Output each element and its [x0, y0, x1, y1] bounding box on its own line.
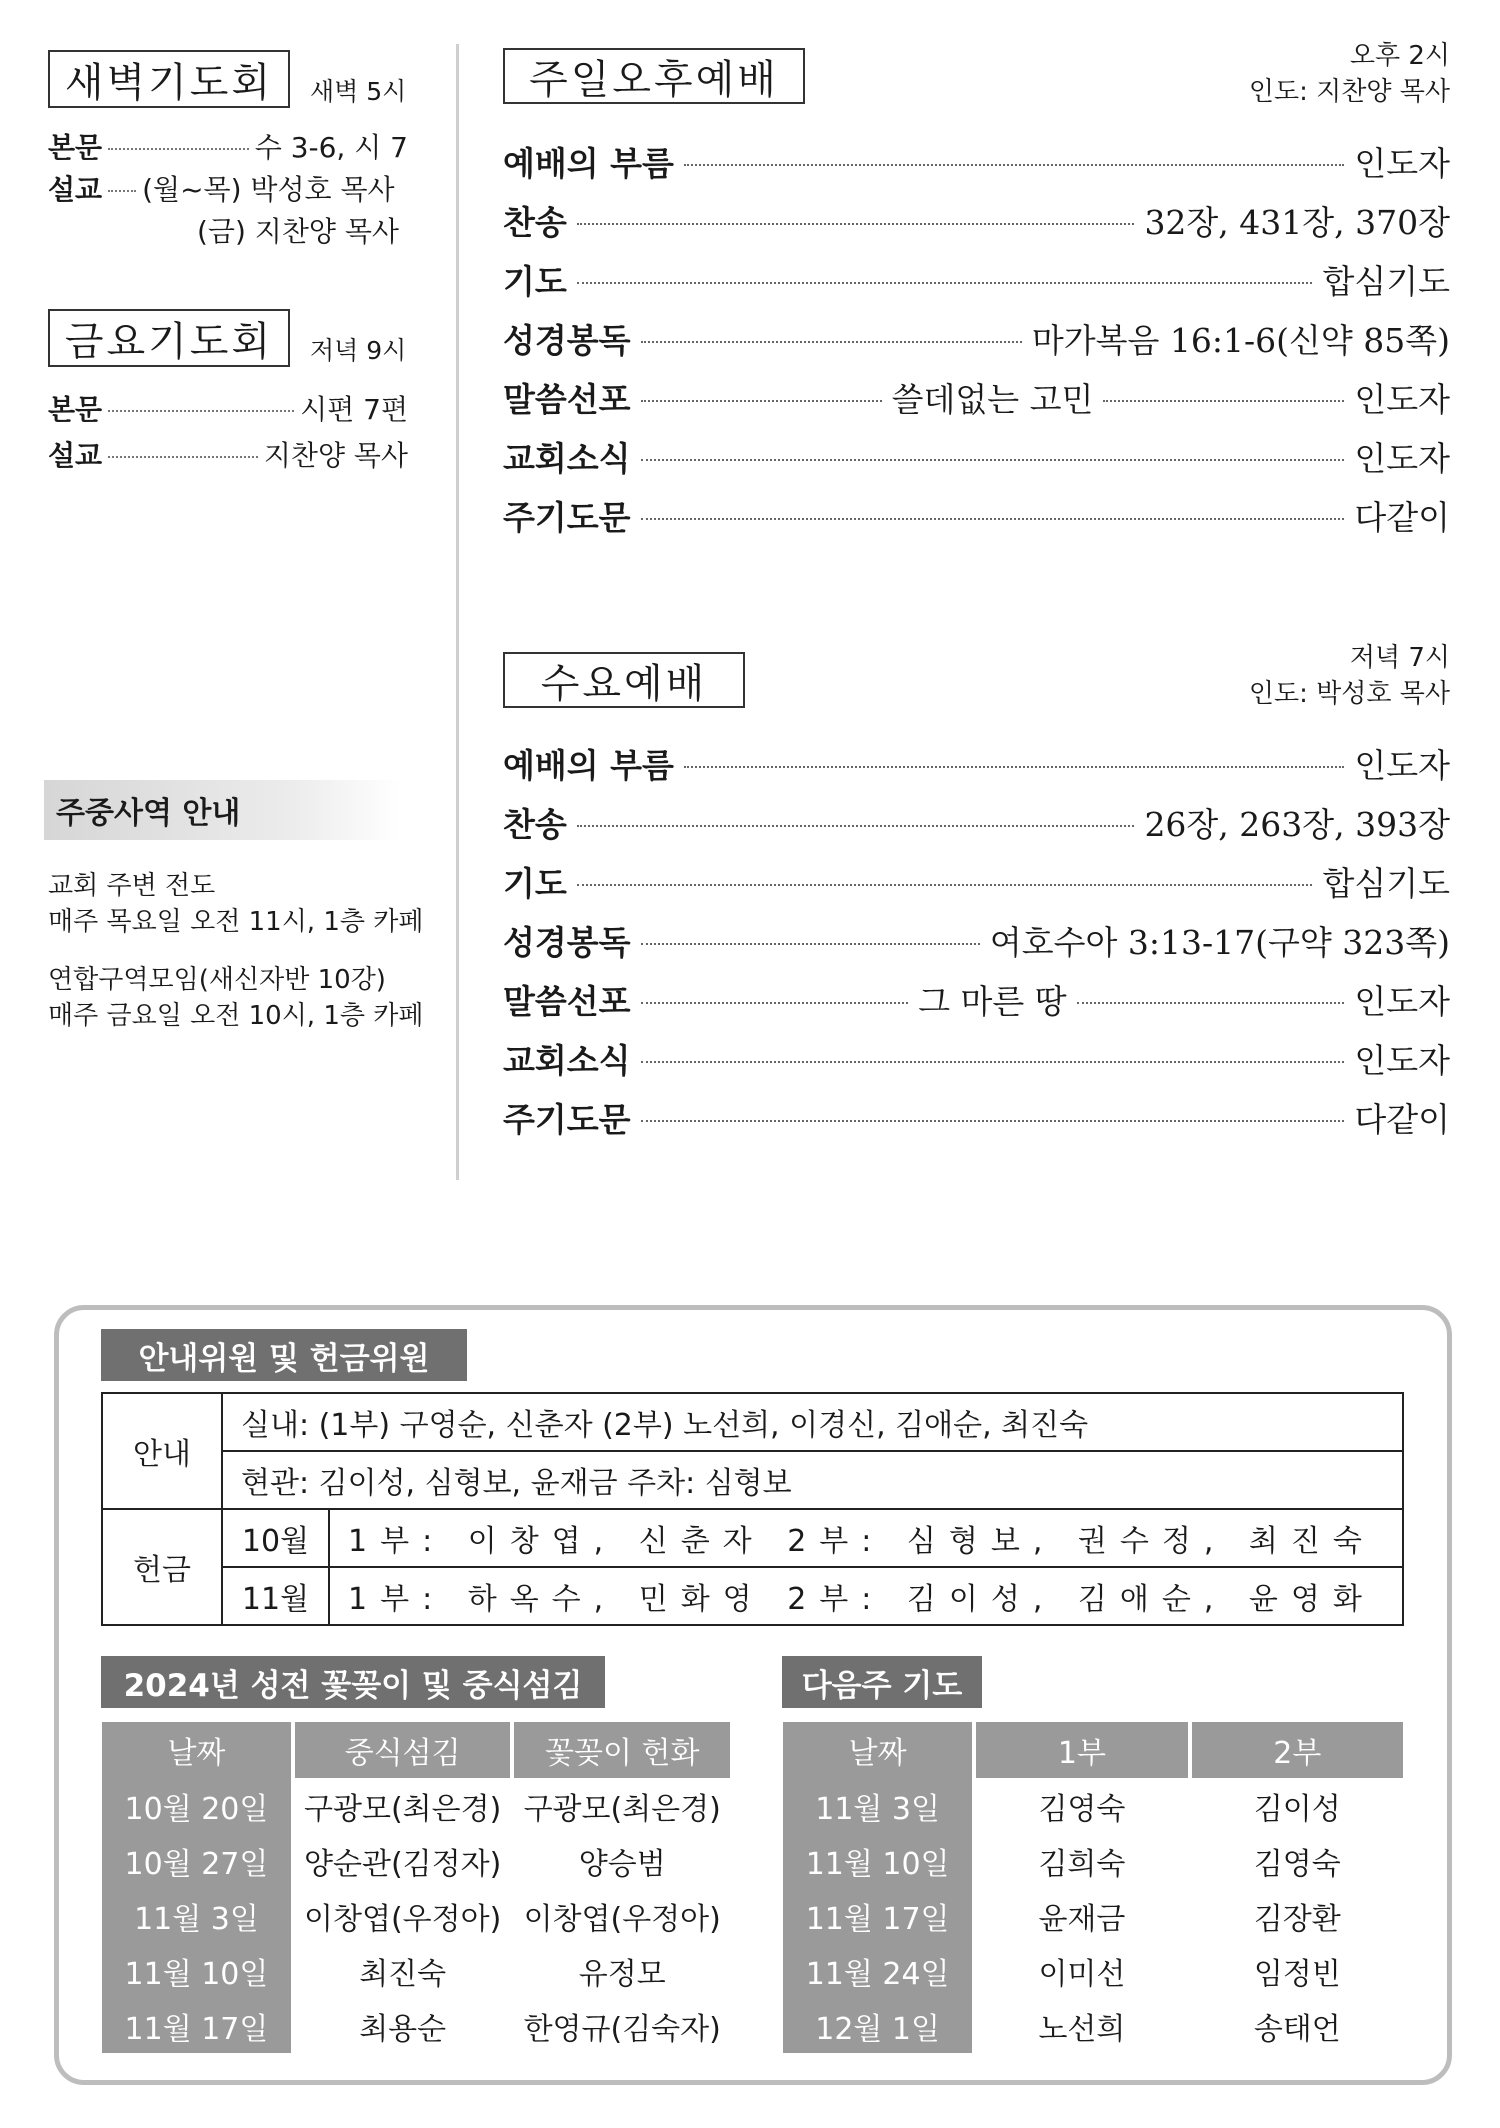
leader-dots — [1077, 1002, 1345, 1004]
table-row — [102, 1833, 730, 1888]
offering-names: 1부: 하옥수, 민화영 2부: 김이성, 김애순, 윤영화 — [329, 1567, 1403, 1625]
order-label: 말씀선포 — [503, 380, 631, 419]
column-header: 날짜 — [783, 1722, 972, 1778]
dawn-prayer-title: 새벽기도회 — [48, 50, 290, 108]
dawn-text-label: 본문 — [48, 131, 103, 164]
leader-dots — [641, 400, 882, 402]
offering-month: 10월 — [222, 1509, 329, 1567]
friday-text-value: 시편 7편 — [300, 393, 408, 426]
leader-dots — [108, 456, 258, 458]
friday-prayer-title: 금요기도회 — [48, 309, 290, 367]
flowers-heading: 2024년 성전 꽃꽂이 및 중식섬김 — [101, 1656, 605, 1708]
prayer-table — [779, 1722, 1407, 2053]
date-cell: 11월 17일 — [102, 1998, 291, 2053]
ministry-heading: 주중사역 안내 — [44, 780, 400, 840]
name-cell: 이미선 — [1038, 1956, 1126, 1992]
column-header: 1부 — [976, 1722, 1187, 1778]
table-row — [102, 1509, 1403, 1567]
order-label: 기도 — [503, 864, 567, 903]
name-cell: 구광모(최은경) — [523, 1791, 721, 1827]
prayer-heading: 다음주 기도 — [782, 1656, 982, 1708]
dawn-text-row — [48, 126, 408, 166]
order-row — [503, 138, 1450, 188]
friday-text-row — [48, 388, 408, 428]
order-row — [503, 1094, 1450, 1144]
order-label: 주기도문 — [503, 498, 631, 537]
name-cell: 임정빈 — [1253, 1956, 1341, 1992]
name-cell: 양승범 — [578, 1846, 666, 1882]
wednesday-service-title: 수요예배 — [503, 652, 745, 708]
friday-prayer-time: 저녁 9시 — [310, 336, 407, 365]
table-row — [102, 1998, 730, 2053]
order-value: 다같이 — [1354, 1100, 1450, 1139]
leader-dots — [577, 825, 1135, 827]
table-row — [783, 1998, 1403, 2053]
order-row — [503, 256, 1450, 306]
order-value: 다같이 — [1354, 498, 1450, 537]
wednesday-service-leader: 인도: 박성호 목사 — [1248, 679, 1450, 709]
date-cell: 11월 3일 — [102, 1888, 291, 1943]
friday-text-label: 본문 — [48, 393, 103, 426]
order-row — [503, 799, 1450, 849]
leader-dots — [641, 459, 1345, 461]
leader-dots — [108, 148, 249, 150]
leader-dots — [684, 766, 1344, 768]
leader-dots — [108, 190, 136, 192]
order-row — [503, 433, 1450, 483]
order-value: 인도자 — [1354, 439, 1450, 478]
leader-dots — [641, 943, 980, 945]
date-cell: 10월 20일 — [102, 1778, 291, 1833]
table-row — [102, 1451, 1403, 1509]
date-cell: 11월 10일 — [102, 1943, 291, 1998]
name-cell: 이창엽(우정아) — [523, 1901, 721, 1937]
order-label: 성경봉독 — [503, 321, 631, 360]
dawn-sermon-value: (월~목) 박성호 목사 — [142, 173, 395, 206]
column-header: 꽃꽂이 헌화 — [514, 1722, 730, 1778]
ministry-item-1-detail: 매주 목요일 오전 11시, 1층 카페 — [48, 907, 424, 937]
table-header-row — [783, 1722, 1403, 1778]
name-cell: 양순관(김정자) — [304, 1846, 502, 1882]
order-row — [503, 197, 1450, 247]
order-label: 교회소식 — [503, 439, 631, 478]
order-row — [503, 1035, 1450, 1085]
ministry-item-1-title: 교회 주변 전도 — [48, 871, 216, 901]
wednesday-service-meta — [1249, 640, 1450, 712]
column-header: 날짜 — [102, 1722, 291, 1778]
order-row — [503, 374, 1450, 424]
order-value: 인도자 — [1354, 746, 1450, 785]
name-cell: 최용순 — [359, 2011, 447, 2047]
order-label: 말씀선포 — [503, 982, 631, 1021]
name-cell: 구광모(최은경) — [304, 1791, 502, 1827]
leader-dots — [577, 223, 1135, 225]
order-value: 마가복음 16:1-6(신약 85쪽) — [1031, 321, 1450, 360]
sermon-title: 쓸데없는 고민 — [891, 380, 1094, 419]
date-cell: 11월 3일 — [783, 1778, 972, 1833]
leader-dots — [641, 1061, 1345, 1063]
sunday-service-leader: 인도: 지찬양 목사 — [1248, 77, 1450, 107]
leader-dots — [577, 282, 1313, 284]
friday-sermon-label: 설교 — [48, 439, 103, 472]
order-label: 성경봉독 — [503, 923, 631, 962]
name-cell: 김이성 — [1253, 1791, 1341, 1827]
ushers-heading: 안내위원 및 헌금위원 — [101, 1329, 467, 1381]
friday-sermon-row — [48, 434, 408, 474]
ministry-item-2 — [48, 962, 424, 1034]
name-cell: 이창엽(우정아) — [304, 1901, 502, 1937]
table-row — [102, 1888, 730, 1943]
column-header: 2부 — [1192, 1722, 1403, 1778]
leader-dots — [1103, 400, 1344, 402]
order-value: 합심기도 — [1322, 864, 1450, 903]
order-label: 찬송 — [503, 805, 567, 844]
offering-label: 헌금 — [102, 1509, 222, 1625]
order-value: 32장, 431장, 370장 — [1144, 203, 1450, 242]
ministry-item-1 — [48, 868, 424, 940]
table-row — [102, 1393, 1403, 1451]
leader-dots — [108, 410, 294, 412]
sunday-service-time: 오후 2시 — [1349, 41, 1450, 71]
offering-month: 11월 — [222, 1567, 329, 1625]
order-value: 합심기도 — [1322, 262, 1450, 301]
name-cell: 한영규(김숙자) — [523, 2011, 721, 2047]
order-value: 인도자 — [1354, 380, 1451, 419]
order-value: 인도자 — [1354, 1041, 1450, 1080]
order-label: 교회소식 — [503, 1041, 631, 1080]
date-cell: 10월 27일 — [102, 1833, 291, 1888]
leader-dots — [641, 1002, 909, 1004]
dawn-sermon-label: 설교 — [48, 173, 103, 206]
table-row — [102, 1943, 730, 1998]
guide-label: 안내 — [102, 1393, 222, 1509]
name-cell: 김희숙 — [1038, 1846, 1126, 1882]
order-row — [503, 740, 1450, 790]
column-divider — [456, 44, 459, 1180]
sunday-service-title: 주일오후예배 — [503, 48, 805, 104]
name-cell: 김장환 — [1253, 1901, 1341, 1937]
order-row — [503, 492, 1450, 542]
order-value: 26장, 263장, 393장 — [1144, 805, 1450, 844]
leader-dots — [577, 884, 1313, 886]
order-label: 예배의 부름 — [503, 144, 674, 183]
dawn-sermon-row — [48, 168, 408, 208]
name-cell: 김영숙 — [1038, 1791, 1126, 1827]
name-cell: 최진숙 — [359, 1956, 447, 1992]
table-row — [783, 1943, 1403, 1998]
name-cell: 김영숙 — [1253, 1846, 1341, 1882]
order-label: 찬송 — [503, 203, 567, 242]
wednesday-service-time: 저녁 7시 — [1349, 643, 1450, 673]
order-value: 인도자 — [1354, 144, 1450, 183]
ministry-item-2-detail: 매주 금요일 오전 10시, 1층 카페 — [48, 1001, 424, 1031]
order-row — [503, 917, 1450, 967]
guide-row-2: 현관: 김이성, 심형보, 윤재금 주차: 심형보 — [222, 1451, 1403, 1509]
date-cell: 12월 1일 — [783, 1998, 972, 2053]
dawn-sermon-row-2 — [197, 210, 399, 250]
date-cell: 11월 24일 — [783, 1943, 972, 1998]
order-value: 인도자 — [1354, 982, 1450, 1021]
leader-dots — [641, 341, 1022, 343]
leader-dots — [684, 164, 1344, 166]
order-row — [503, 976, 1450, 1026]
name-cell: 윤재금 — [1038, 1901, 1126, 1937]
guide-row-1: 실내: (1부) 구영순, 신춘자 (2부) 노선희, 이경신, 김애순, 최진숙 — [222, 1393, 1403, 1451]
order-row — [503, 315, 1450, 365]
table-row — [783, 1778, 1403, 1833]
flowers-table — [98, 1722, 734, 2053]
sermon-title: 그 마른 땅 — [918, 982, 1067, 1021]
order-label: 예배의 부름 — [503, 746, 674, 785]
order-row — [503, 858, 1450, 908]
offering-names: 1부: 이창엽, 신춘자 2부: 심형보, 권수정, 최진숙 — [329, 1509, 1403, 1567]
order-value: 여호수아 3:13-17(구약 323쪽) — [989, 923, 1450, 962]
table-row — [102, 1778, 730, 1833]
leader-dots — [641, 518, 1345, 520]
dawn-text-value: 수 3-6, 시 7 — [254, 131, 408, 164]
order-label: 주기도문 — [503, 1100, 631, 1139]
column-header: 중식섬김 — [295, 1722, 511, 1778]
date-cell: 11월 17일 — [783, 1888, 972, 1943]
name-cell: 송태언 — [1253, 2011, 1341, 2047]
dawn-sermon-value-2: (금) 지찬양 목사 — [197, 215, 399, 248]
ushers-table — [101, 1392, 1404, 1626]
friday-sermon-value: 지찬양 목사 — [263, 439, 408, 472]
ministry-item-2-title: 연합구역모임(새신자반 10강) — [48, 965, 386, 995]
sunday-service-meta — [1249, 38, 1450, 110]
table-row — [783, 1833, 1403, 1888]
leader-dots — [641, 1120, 1345, 1122]
table-row — [783, 1888, 1403, 1943]
name-cell: 노선희 — [1038, 2011, 1126, 2047]
date-cell: 11월 10일 — [783, 1833, 972, 1888]
table-row — [102, 1567, 1403, 1625]
table-header-row — [102, 1722, 730, 1778]
order-label: 기도 — [503, 262, 567, 301]
dawn-prayer-time: 새벽 5시 — [310, 77, 407, 106]
name-cell: 유정모 — [578, 1956, 666, 1992]
